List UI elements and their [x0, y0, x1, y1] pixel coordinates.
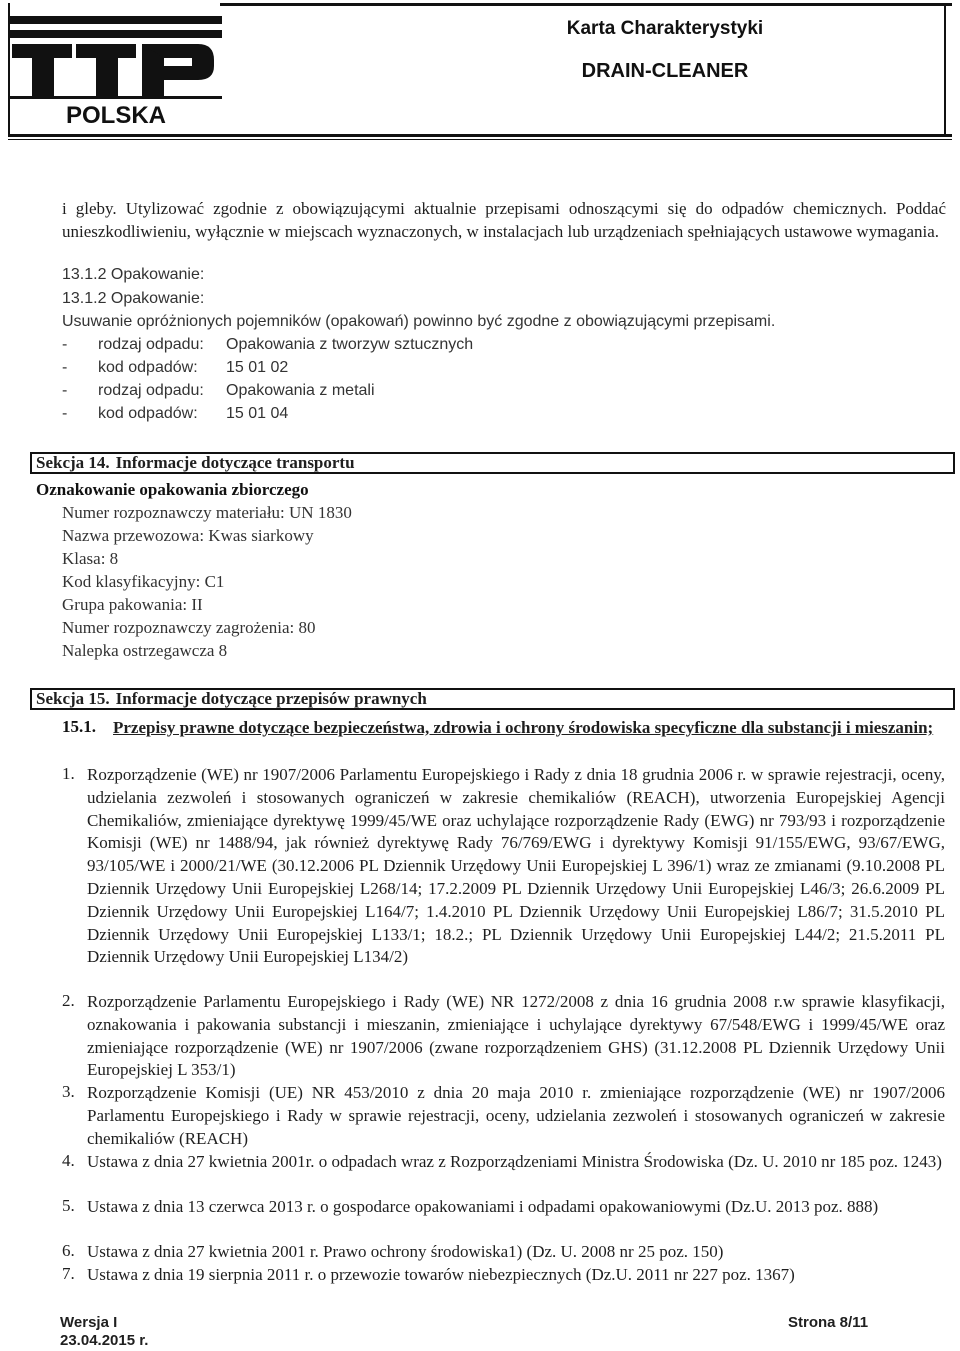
product-name: DRAIN-CLEANER	[581, 60, 749, 82]
document-type: Karta Charakterystyki	[566, 18, 764, 39]
waste-label: rodzaj odpadu:	[98, 336, 204, 353]
disposal-paragraph: i gleby. Utylizować zgodnie z obowiązującymi aktualnie przepisami odnoszącymi się do odpadów chemicznych. Poddać unieszkodliwieniu, wyłącznie w miejscach wyznaczonych, w instalacjach lub urządzeniach spełniających ustawowe wymagania.	[62, 199, 946, 241]
transport-line: Klasa: 8	[62, 549, 119, 568]
waste-label: kod odpadów:	[98, 359, 198, 376]
section-15-heading	[36, 689, 427, 709]
transport-subheading: Oznakowanie opakowania zbiorczego	[36, 480, 309, 499]
transport-line: Numer rozpoznawczy zagrożenia: 80	[62, 618, 316, 637]
ttp-logo	[8, 8, 222, 128]
waste-value: 15 01 02	[226, 359, 289, 376]
regulation-number: 2.	[62, 991, 75, 1010]
transport-line: Nazwa przewozowa: Kwas siarkowy	[62, 526, 314, 545]
section-15-number: Sekcja 15.	[36, 689, 110, 708]
regulation-text: Rozporządzenie (WE) nr 1907/2006 Parlamentu Europejskiego i Rady z dnia 18 grudnia 2006 r. w sprawie rejestracji, oceny, udzielania zezwoleń i stosowanych ograniczeń w zakresie chemikaliów (REACH), utworzenia Europejskiej Agencji Chemikaliów, zmieniające dyrektywę 1999/45/WE oraz uchylające rozporządzenie Rady (EWG) nr 793/93 i rozporządzenie Komisji (WE) nr 1488/94, jak również dyrektywę Rady 76/769/EWG i dyrektywy Komisji 91/155/EWG, 93/67/EWG, 93/105/WE i 2000/21/WE (30.12.2006 PL Dziennik Urzędowy Unii Europejskiej L 396/1) wraz ze zmianami (9.10.2008 PL Dziennik Urzędowy Unii Europejskiej L268/14; 17.2.2009 PL Dziennik Urzędowy Unii Europejskiej L46/3; 26.6.2009 PL Dziennik Urzędowy Unii Europejskiej L164/7; 1.4.2010 PL Dziennik Urzędowy Unii Europejskiej L86/7; 31.5.2010 PL Dziennik Urzędowy Unii Europejskiej L133/1; 18.2.; PL Dziennik Urzędowy Unii Europejskiej L44/2; 21.5.2011 PL Dziennik Urzędowy Unii Europejskiej L134/2)	[87, 765, 945, 967]
packaging-removal-text: Usuwanie opróżnionych pojemników (opakowań) powinno być zgodne z obowiązującymi przepisami.	[62, 313, 776, 330]
packaging-subheading-1: 13.1.2 Opakowanie:	[62, 266, 205, 283]
regulation-text: Ustawa z dnia 27 kwietnia 2001 r. Prawo ochrony środowiska1) (Dz. U. 2008 nr 25 poz. 150)	[87, 1242, 724, 1261]
logo-subtitle: POLSKA	[65, 102, 167, 128]
section-14-number: Sekcja 14.	[36, 453, 110, 472]
waste-value: 15 01 04	[226, 405, 289, 422]
waste-value: Opakowania z tworzyw sztucznych	[226, 336, 474, 353]
waste-value: Opakowania z metali	[226, 382, 375, 399]
waste-dash: -	[62, 382, 68, 399]
subsection-15-1-number: 15.1.	[62, 717, 96, 736]
section-14-title: Informacje dotyczące transportu	[115, 453, 355, 472]
waste-label: kod odpadów:	[98, 405, 198, 422]
header-bottom-thin-rule	[8, 139, 952, 140]
footer-date: 23.04.2015 r.	[60, 1332, 149, 1349]
footer-version: Wersja I	[60, 1314, 118, 1331]
regulation-number: 1.	[62, 764, 75, 783]
regulation-text: Rozporządzenie Parlamentu Europejskiego i Rady (WE) NR 1272/2008 z dnia 16 grudnia 2008 r.w sprawie klasyfikacji, oznakowania i pakowania substancji i mieszanin, zmieniające i uchylające dyrektywy 67/548/EWG i 1999/45/WE oraz zmieniające rozporządzenie (WE) nr 1907/2006 (zwane rozporządzeniem GHS) (31.12.2008 PL Dziennik Urzędowy Unii Europejskiej L 353/1)	[87, 992, 945, 1080]
waste-dash: -	[62, 359, 68, 376]
transport-line: Grupa pakowania: II	[62, 595, 203, 614]
subsection-15-1-title: Przepisy prawne dotyczące bezpieczeństwa, zdrowia i ochrony środowiska specyficzne dla substancji i mieszanin;	[113, 718, 934, 737]
transport-line: Kod klasyfikacyjny: C1	[62, 572, 225, 591]
section-15-title: Informacje dotyczące przepisów prawnych	[115, 689, 427, 708]
regulation-text: Rozporządzenie Komisji (UE) NR 453/2010 z dnia 20 maja 2010 r. zmieniające rozporządzenie (WE) nr 1907/2006 Parlamentu Europejskiego i Rady w sprawie rejestracji, oceny, udzielania zezwoleń i stosowanych ograniczeń w zakresie chemikaliów (REACH)	[87, 1083, 945, 1148]
regulation-number: 4.	[62, 1151, 75, 1170]
footer-page-number: Strona 8/11	[788, 1314, 869, 1331]
header-right-border	[944, 3, 946, 135]
waste-dash: -	[62, 405, 68, 422]
transport-line: Numer rozpoznawczy materiału: UN 1830	[62, 503, 352, 522]
regulation-text: Ustawa z dnia 13 czerwca 2013 r. o gospodarce opakowaniami i odpadami opakowaniowymi (Dz.U. 2013 poz. 888)	[87, 1197, 879, 1216]
waste-label: rodzaj odpadu:	[98, 382, 204, 399]
header-top-rule	[220, 3, 952, 6]
section-14-heading	[36, 453, 355, 473]
header-bottom-rule	[8, 134, 952, 137]
transport-line: Nalepka ostrzegawcza 8	[62, 641, 228, 660]
regulation-number: 6.	[62, 1241, 75, 1260]
waste-dash: -	[62, 336, 68, 353]
regulation-text: Ustawa z dnia 27 kwietnia 2001r. o odpadach wraz z Rozporządzeniami Ministra Środowiska (Dz. U. 2010 nr 185 poz. 1243)	[87, 1152, 942, 1171]
regulation-number: 3.	[62, 1082, 75, 1101]
regulation-number: 5.	[62, 1196, 75, 1215]
regulation-text: Ustawa z dnia 19 sierpnia 2011 r. o przewozie towarów niebezpiecznych (Dz.U. 2011 nr 227 poz. 1367)	[87, 1265, 795, 1284]
packaging-subheading-2: 13.1.2 Opakowanie:	[62, 290, 205, 307]
regulation-number: 7.	[62, 1264, 75, 1283]
